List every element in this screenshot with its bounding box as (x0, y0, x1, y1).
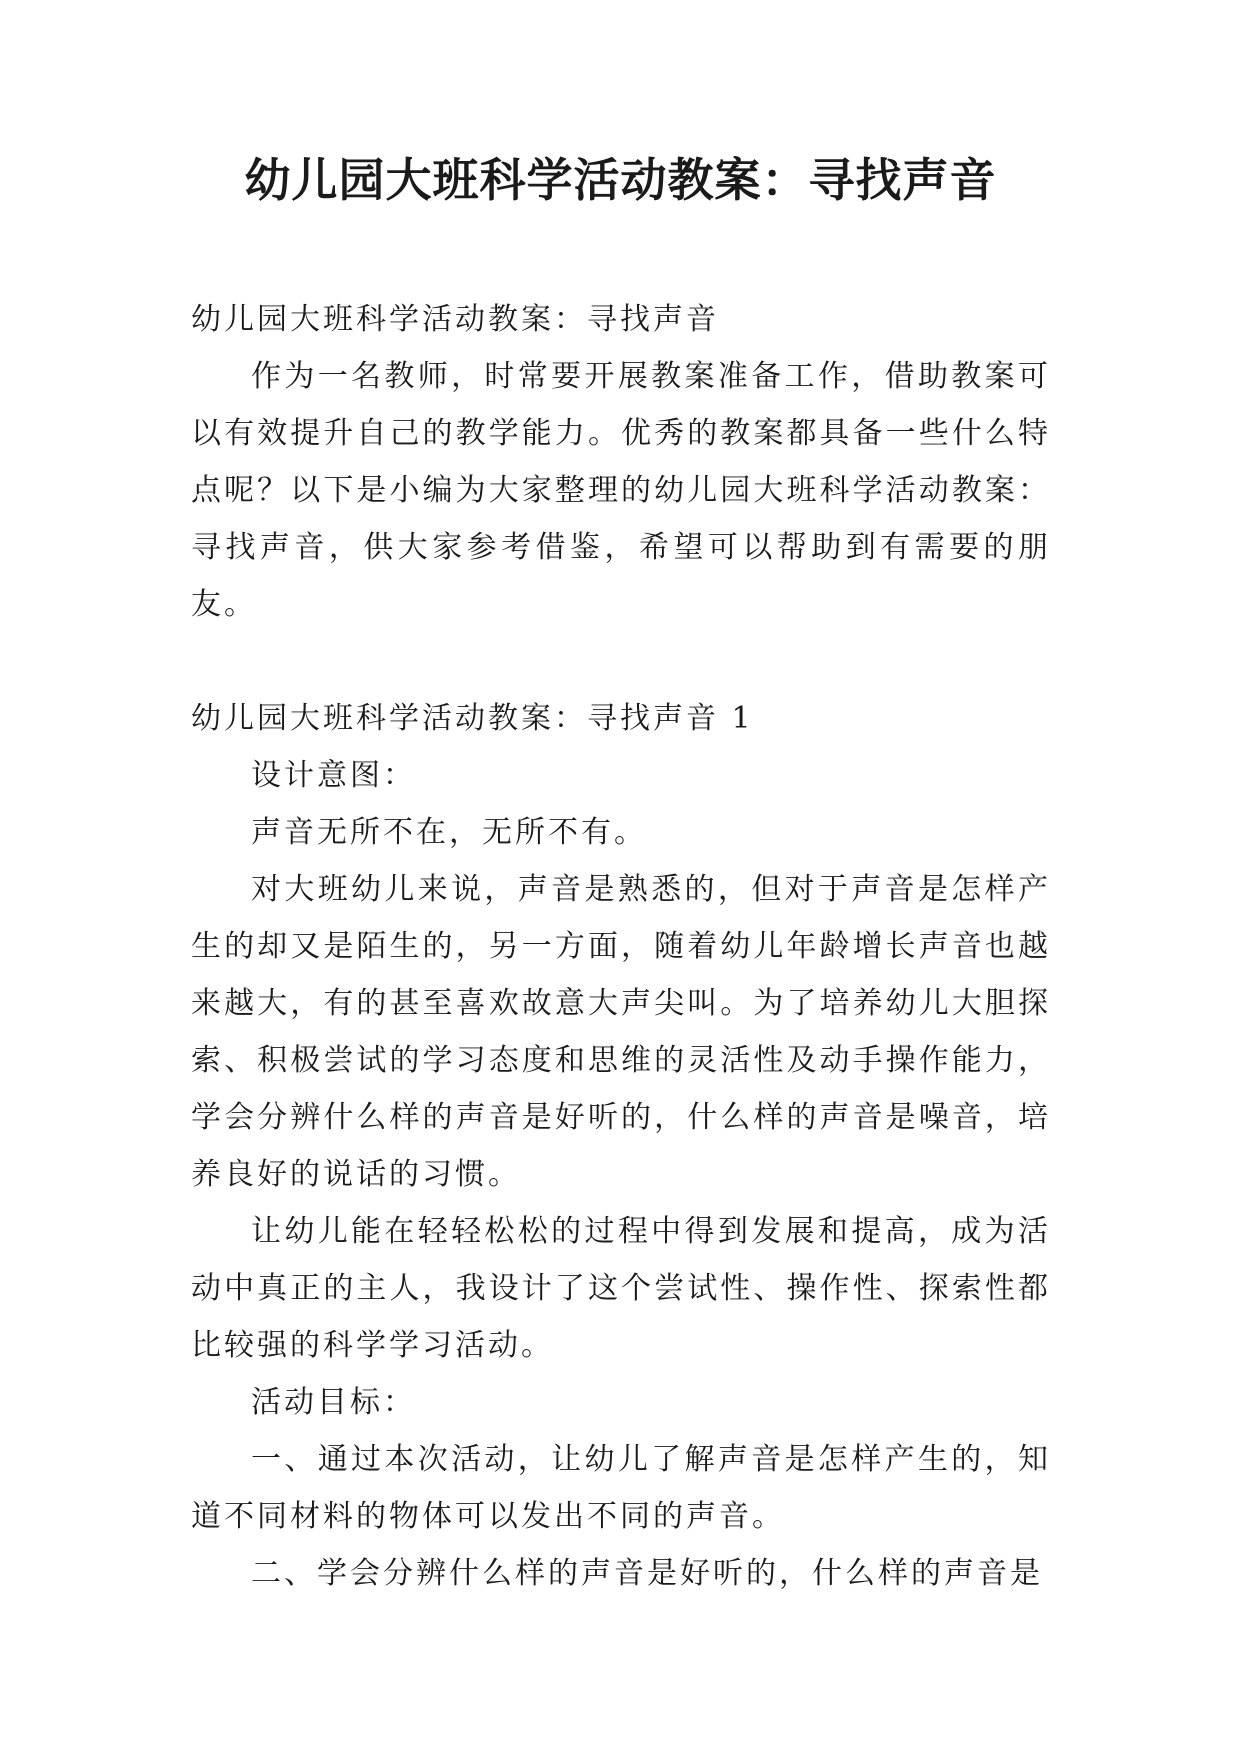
paragraph-intro: 作为一名教师，时常要开展教案准备工作，借助教案可以有效提升自己的教学能力。优秀的教案都具备一些什么特点呢？以下是小编为大家整理的幼儿园大班科学活动教案：寻找声音，供大家参考借鉴，希望可以帮助到有需要的朋友。 (191, 359, 1051, 622)
document-title: 幼儿园大班科学活动教案：寻找声音 (244, 153, 997, 207)
paragraph-objective-2: 二、学会分辨什么样的声音是好听的，什么样的声音是 (251, 1556, 1043, 1591)
paragraph-objective-1: 一、通过本次活动，让幼儿了解声音是怎样产生的，知道不同材料的物体可以发出不同的声音。 (191, 1442, 1051, 1534)
paragraph: 对大班幼儿来说，声音是熟悉的，但对于声音是怎样产生的却又是陌生的，另一方面，随着幼儿年龄增长声音也越来越大，有的甚至喜欢故意大声尖叫。为了培养幼儿大胆探索、积极尝试的学习态度和思维的灵活性及动手操作能力，学会分辨什么样的声音是好听的，什么样的声音是噪音，培养良好的说话的习惯。 (191, 872, 1051, 1192)
paragraph-heading: 幼儿园大班科学活动教案：寻找声音 (191, 302, 719, 337)
document-body (191, 291, 1051, 1602)
paragraph-section-heading: 幼儿园大班科学活动教案：寻找声音 1 (191, 701, 754, 736)
paragraph: 让幼儿能在轻轻松松的过程中得到发展和提高，成为活动中真正的主人，我设计了这个尝试性、操作性、探索性都比较强的科学学习活动。 (191, 1214, 1051, 1363)
paragraph-design-intent-label: 设计意图： (251, 758, 416, 793)
paragraph: 声音无所不在，无所不有。 (251, 815, 647, 850)
paragraph-objectives-label: 活动目标： (251, 1385, 416, 1420)
